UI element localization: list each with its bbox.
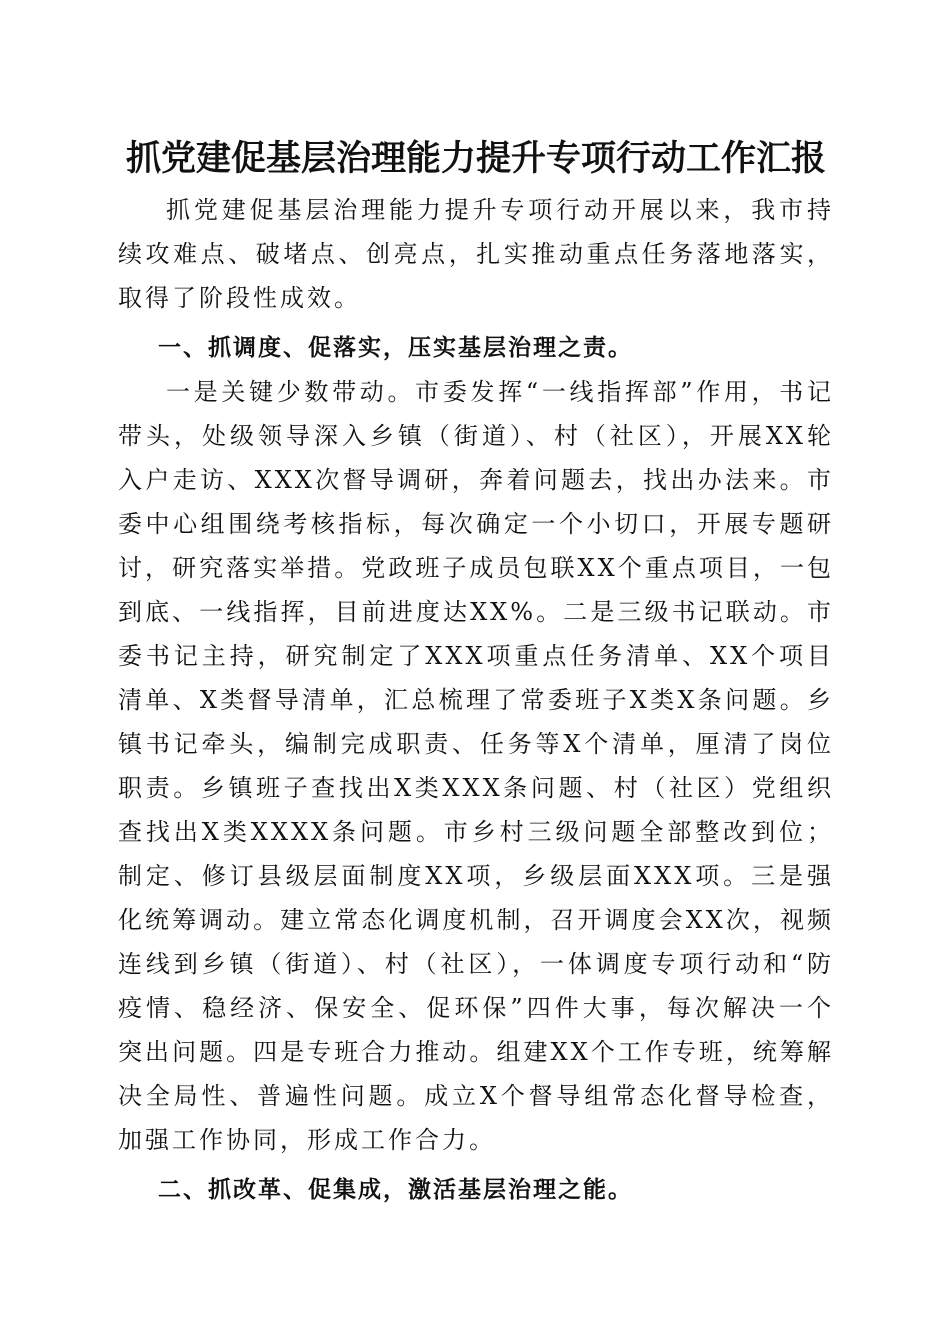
section-1-body: 一是关键少数带动。市委发挥“一线指挥部”作用，书记带头，处级领导深入乡镇（街道）、村（社区），开展XX轮入户走访、XXX次督导调研，奔着问题去，找出办法来。市委中心组围绕考核指标，每次确定一个小切口，开展专题研讨，研究落实举措。党政班子成员包联XX个重点项目，一包到底、一线指挥，目前进度达XX%。二是三级书记联动。市委书记主持，研究制定了XXX项重点任务清单、XX个项目清单、X类督导清单，汇总梳理了常委班子X类X条问题。乡镇书记牵头，编制完成职责、任务等X个清单，厘清了岗位职责。乡镇班子查找出X类XXX条问题、村（社区）党组织查找出X类XXXX条问题。市乡村三级问题全部整改到位；制定、修订县级层面制度XX项，乡级层面XXX项。三是强化统筹调动。建立常态化调度机制，召开调度会XX次，视频连线到乡镇（街道）、村（社区），一体调度专项行动和“防疫情、稳经济、保安全、促环保”四件大事，每次解决一个突出问题。四是专班合力推动。组建XX个工作专班，统筹解决全局性、普遍性问题。成立X个督导组常态化督导检查，加强工作协同，形成工作合力。 bbox=[118, 378, 834, 1154]
section-2-heading: 二、抓改革、促集成，激活基层治理之能。 bbox=[158, 1177, 633, 1203]
document-title: 抓党建促基层治理能力提升专项行动工作汇报 bbox=[125, 138, 826, 179]
document-page bbox=[118, 130, 834, 1212]
section-1-heading: 一、抓调度、促落实，压实基层治理之责。 bbox=[158, 335, 633, 361]
intro-paragraph: 抓党建促基层治理能力提升专项行动开展以来，我市持续攻难点、破堵点、创亮点，扎实推动重点任务落地落实，取得了阶段性成效。 bbox=[118, 196, 834, 312]
